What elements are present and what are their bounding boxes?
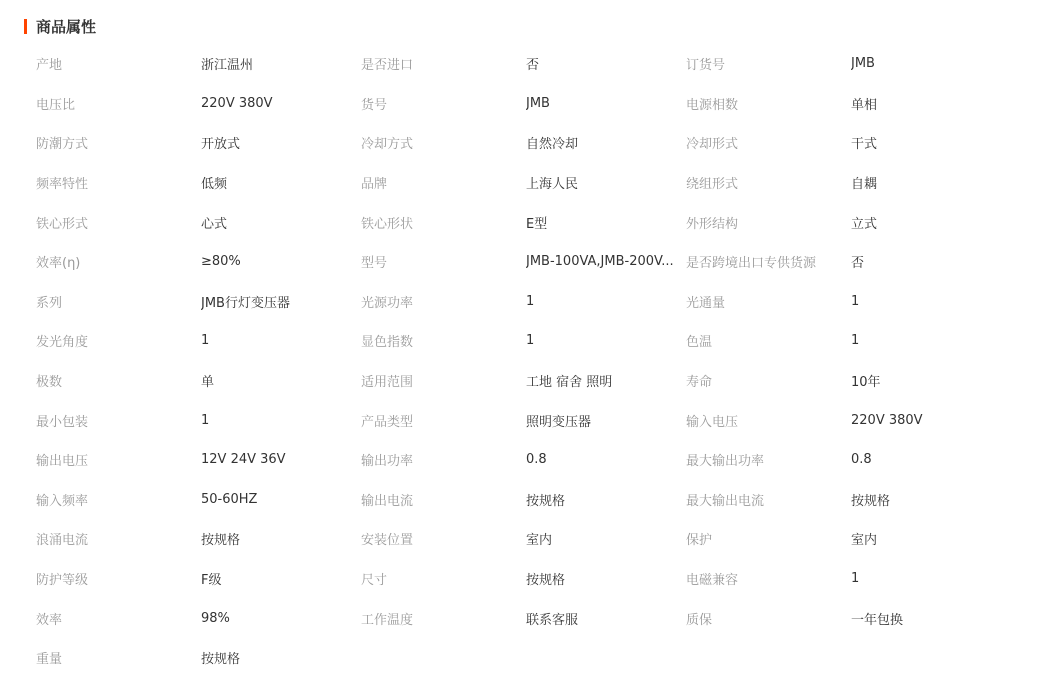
attribute-label: 订货号 bbox=[686, 58, 726, 74]
attribute-row bbox=[36, 638, 1016, 678]
attribute-label: 货号 bbox=[361, 97, 388, 113]
attribute-label: 色温 bbox=[686, 335, 713, 351]
attribute-value: 一年包换 bbox=[851, 612, 904, 628]
attribute-value: 心式 bbox=[201, 216, 228, 232]
attribute-label: 发光角度 bbox=[36, 335, 89, 351]
attribute-value: 1 bbox=[201, 333, 210, 349]
attribute-value: 浙江温州 bbox=[201, 58, 254, 74]
attribute-row bbox=[36, 559, 1016, 599]
attribute-value: 12V 24V 36V bbox=[201, 452, 286, 468]
attribute-row bbox=[36, 480, 1016, 520]
attribute-label: 系列 bbox=[36, 295, 63, 311]
attribute-value: 按规格 bbox=[526, 573, 566, 589]
title-accent-bar bbox=[24, 19, 27, 34]
attribute-label: 防护等级 bbox=[36, 573, 89, 589]
attribute-label: 输入频率 bbox=[36, 493, 89, 509]
attribute-row bbox=[36, 400, 1016, 440]
attribute-value: 1 bbox=[201, 412, 210, 428]
attribute-label: 效率 bbox=[36, 612, 63, 628]
attribute-value: JMB bbox=[526, 95, 550, 111]
attribute-label: 输出电压 bbox=[36, 454, 89, 470]
attribute-value: 按规格 bbox=[201, 533, 241, 549]
attribute-label: 电磁兼容 bbox=[686, 573, 739, 589]
attribute-label: 电压比 bbox=[36, 97, 76, 113]
attribute-label: 防潮方式 bbox=[36, 137, 89, 153]
attribute-label: 最大输出功率 bbox=[686, 454, 765, 470]
attribute-row bbox=[36, 321, 1016, 361]
attribute-label: 最小包装 bbox=[36, 414, 89, 430]
attribute-label: 安装位置 bbox=[361, 533, 414, 549]
attribute-label: 冷却方式 bbox=[361, 137, 414, 153]
attribute-value: 室内 bbox=[851, 533, 878, 549]
attribute-row bbox=[36, 598, 1016, 638]
section-title-text: 商品属性 bbox=[36, 17, 97, 36]
attribute-label: 光源功率 bbox=[361, 295, 414, 311]
attribute-label: 频率特性 bbox=[36, 177, 89, 193]
attribute-value: 照明变压器 bbox=[526, 414, 592, 430]
attribute-value: 98% bbox=[201, 610, 230, 626]
attribute-label: 保护 bbox=[686, 533, 713, 549]
attribute-value: 单相 bbox=[851, 97, 878, 113]
attribute-value: 10年 bbox=[851, 375, 881, 391]
attribute-row bbox=[36, 440, 1016, 480]
attribute-value: 1 bbox=[851, 571, 860, 587]
attribute-row bbox=[36, 44, 1016, 84]
attribute-label: 输出电流 bbox=[361, 493, 414, 509]
attribute-label: 效率(η) bbox=[36, 256, 81, 272]
attribute-label: 输出功率 bbox=[361, 454, 414, 470]
attribute-value: 按规格 bbox=[526, 493, 566, 509]
attribute-label: 品牌 bbox=[361, 177, 388, 193]
attributes-grid bbox=[36, 44, 1016, 678]
attribute-value: F级 bbox=[201, 573, 222, 589]
attribute-value: E型 bbox=[526, 216, 548, 232]
attribute-label: 外形结构 bbox=[686, 216, 739, 232]
attribute-label: 最大输出电流 bbox=[686, 493, 765, 509]
section-title bbox=[24, 16, 96, 36]
attribute-label: 光通量 bbox=[686, 295, 726, 311]
attribute-label: 铁心形式 bbox=[36, 216, 89, 232]
attribute-value: 1 bbox=[526, 293, 535, 309]
attribute-row bbox=[36, 282, 1016, 322]
attribute-row bbox=[36, 242, 1016, 282]
attribute-value: 干式 bbox=[851, 137, 878, 153]
attribute-row bbox=[36, 84, 1016, 124]
attribute-value: 220V 380V bbox=[851, 412, 923, 428]
attribute-value: 50-60HZ bbox=[201, 491, 258, 507]
attribute-value: 0.8 bbox=[851, 452, 872, 468]
attribute-row bbox=[36, 123, 1016, 163]
attribute-label: 适用范围 bbox=[361, 375, 414, 391]
attribute-label: 输入电压 bbox=[686, 414, 739, 430]
attribute-value: 上海人民 bbox=[526, 177, 579, 193]
attribute-label: 是否进口 bbox=[361, 58, 414, 74]
attribute-label: 型号 bbox=[361, 256, 388, 272]
attribute-value: 单 bbox=[201, 375, 215, 391]
attribute-label: 绕组形式 bbox=[686, 177, 739, 193]
attribute-label: 铁心形状 bbox=[361, 216, 414, 232]
attribute-value: 开放式 bbox=[201, 137, 241, 153]
attribute-label: 冷却形式 bbox=[686, 137, 739, 153]
attribute-value: 按规格 bbox=[851, 493, 891, 509]
attribute-label: 产品类型 bbox=[361, 414, 414, 430]
attribute-label: 是否跨境出口专供货源 bbox=[686, 256, 817, 272]
attribute-value: 1 bbox=[851, 293, 860, 309]
attribute-label: 质保 bbox=[686, 612, 713, 628]
attribute-label: 寿命 bbox=[686, 375, 713, 391]
attribute-label: 尺寸 bbox=[361, 573, 388, 589]
attribute-value: 否 bbox=[526, 58, 540, 74]
attribute-row bbox=[36, 361, 1016, 401]
attribute-value: 工地 宿舍 照明 bbox=[526, 375, 613, 391]
attribute-row bbox=[36, 202, 1016, 242]
attribute-row bbox=[36, 519, 1016, 559]
attribute-value: JMB bbox=[851, 56, 875, 72]
attribute-value: 1 bbox=[851, 333, 860, 349]
attribute-label: 电源相数 bbox=[686, 97, 739, 113]
attribute-value: 1 bbox=[526, 333, 535, 349]
attribute-value: 否 bbox=[851, 256, 865, 272]
attribute-value: 按规格 bbox=[201, 652, 241, 668]
attribute-value: 220V 380V bbox=[201, 95, 273, 111]
attribute-label: 显色指数 bbox=[361, 335, 414, 351]
attribute-value: 室内 bbox=[526, 533, 553, 549]
attribute-label: 极数 bbox=[36, 375, 63, 391]
attribute-label: 工作温度 bbox=[361, 612, 414, 628]
attribute-value: JMB-100VA,JMB-200V... bbox=[526, 254, 674, 270]
attribute-label: 产地 bbox=[36, 58, 63, 74]
attribute-value: 低频 bbox=[201, 177, 228, 193]
attribute-value: 联系客服 bbox=[526, 612, 579, 628]
attribute-value: JMB行灯变压器 bbox=[201, 295, 290, 311]
attribute-value: 立式 bbox=[851, 216, 878, 232]
attribute-row bbox=[36, 163, 1016, 203]
attribute-label: 重量 bbox=[36, 652, 63, 668]
attribute-value: 自耦 bbox=[851, 177, 878, 193]
attribute-label: 浪涌电流 bbox=[36, 533, 89, 549]
attribute-value: 0.8 bbox=[526, 452, 547, 468]
attribute-value: 自然冷却 bbox=[526, 137, 579, 153]
attribute-value: ≥80% bbox=[201, 254, 241, 270]
